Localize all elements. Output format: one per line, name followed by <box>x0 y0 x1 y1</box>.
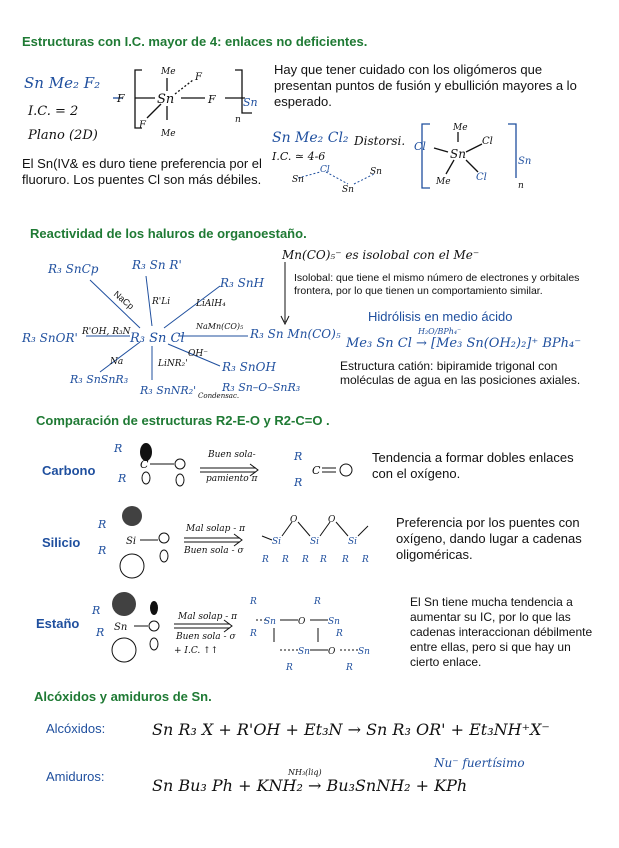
reagent-condensation: Condensac. <box>198 392 240 400</box>
svg-text:R: R <box>118 472 127 485</box>
product-alkoxide: R₃ SnOR' <box>22 331 78 345</box>
reagent-rli: R'Li <box>152 297 171 307</box>
svg-text:Si: Si <box>310 537 320 547</box>
reagent-linr2: LiNR₂' <box>158 359 188 369</box>
carbon-arrow-top: Buen sola- <box>208 450 256 460</box>
formula-snme2f2: Sn Me₂ F₂ <box>24 74 101 92</box>
reagent-lialh4: LiAlH₄ <box>196 299 226 309</box>
svg-text:Me: Me <box>161 67 176 77</box>
svg-text:Me: Me <box>161 129 176 139</box>
ic-value: I.C. = 2 <box>28 104 79 119</box>
down-arrow <box>280 262 290 328</box>
duro-text: El Sn(IV& es duro tiene preferencia por el fluoruro. Los puentes Cl son más débiles. <box>22 156 262 187</box>
svg-text:n: n <box>235 115 241 125</box>
svg-text:Me: Me <box>436 177 451 187</box>
svg-text:F: F <box>208 93 216 106</box>
silicon-text: Preferencia por los puentes con oxígeno, dando lugar a cadenas oligoméricas. <box>396 515 582 562</box>
svg-text:R: R <box>342 555 349 565</box>
cl-bridge-sketch <box>290 160 400 196</box>
svg-text:O: O <box>328 515 336 525</box>
svg-text:R: R <box>262 555 269 565</box>
reagent-na: Na <box>110 357 124 367</box>
svg-text:C: C <box>140 458 149 471</box>
svg-text:R: R <box>286 663 293 673</box>
svg-text:F: F <box>117 92 125 105</box>
tin-arrow-extra: + I.C. ↑↑ <box>174 646 219 656</box>
tin-arrow-bottom: Buen sola - σ <box>176 632 236 642</box>
hidrolisis-title: Hidrólisis en medio ácido <box>368 309 513 324</box>
svg-text:Cl: Cl <box>476 172 487 183</box>
svg-text:Sn: Sn <box>518 156 532 167</box>
svg-text:R: R <box>294 450 303 463</box>
tin-arrow-top: Mal solap - π <box>178 612 238 622</box>
carbon-orbital-diagram <box>108 438 408 494</box>
svg-text:Cl: Cl <box>414 140 426 153</box>
center-r3sncl: R₃ Sn Cl <box>130 331 185 346</box>
svg-text:R: R <box>98 518 107 531</box>
product-rprime: R₃ Sn R' <box>132 258 182 272</box>
svg-text:Sn: Sn <box>298 647 310 657</box>
polymer-snme2cl2-diagram <box>408 118 538 196</box>
section-title-structures: Estructuras con I.C. mayor de 4: enlaces no deficientes. <box>22 34 368 49</box>
svg-text:R: R <box>114 442 123 455</box>
section-title-alkoxides: Alcóxidos y amiduros de Sn. <box>34 689 212 704</box>
isolobal-note: Mn(CO)₅⁻ es isolobal con el Me⁻ <box>282 248 480 262</box>
svg-text:O: O <box>328 647 336 657</box>
reagent-namnco: NaMn(CO)₅ <box>196 322 244 331</box>
reagent-roh: R'OH, R₃N <box>82 327 131 337</box>
silicon-arrow-top: Mal solap - π <box>186 524 246 534</box>
svg-text:O: O <box>290 515 298 525</box>
svg-text:Cl: Cl <box>320 165 330 175</box>
product-distannoxane: R₃ Sn–O–SnR₃ <box>222 381 301 394</box>
svg-text:R: R <box>250 629 257 639</box>
tin-orbital-diagram <box>86 590 386 676</box>
svg-text:R: R <box>98 544 107 557</box>
svg-text:Sn: Sn <box>264 617 276 627</box>
svg-text:R: R <box>92 604 101 617</box>
section-title-reactivity: Reactividad de los haluros de organoestaño. <box>30 226 307 241</box>
alkoxide-equation: Sn R₃ X + R'OH + Et₃N → Sn R₃ OR' + Et₃NH⁺X⁻ <box>152 720 550 739</box>
svg-text:Sn: Sn <box>157 92 175 107</box>
svg-text:Si: Si <box>126 536 137 547</box>
product-hydride: R₃ SnH <box>220 276 265 290</box>
svg-text:Sn: Sn <box>292 175 304 185</box>
svg-text:Cl: Cl <box>482 136 493 147</box>
svg-text:R: R <box>346 663 353 673</box>
plano-label: Plano (2D) <box>28 128 98 143</box>
svg-text:R: R <box>294 476 303 489</box>
product-mnco: R₃ Sn Mn(CO)₅ <box>250 327 341 341</box>
silicon-arrow-bottom: Buen sola - σ <box>184 546 244 556</box>
svg-text:O: O <box>298 617 306 627</box>
svg-text:Sn: Sn <box>358 647 370 657</box>
ic-range: I.C. ≃ 4-6 <box>272 150 326 163</box>
amide-reagent: NH₃(liq) <box>288 768 322 777</box>
oligomer-warning-text: Hay que tener cuidado con los oligómeros que presentan puntos de fusión y ebullición mayores a lo esperado. <box>274 62 577 109</box>
svg-text:Sn: Sn <box>370 167 382 177</box>
label-estano: Estaño <box>36 616 80 631</box>
svg-text:R: R <box>250 597 257 607</box>
svg-text:R: R <box>302 555 309 565</box>
cation-structure-text: Estructura catión: bipiramide trigonal con moléculas de agua en las posiciones axiales. <box>340 359 581 387</box>
reagent-nacp: NaCp <box>111 288 136 312</box>
svg-text:Sn: Sn <box>328 617 340 627</box>
product-cp: R₃ SnCp <box>48 262 99 276</box>
label-alcoxidos: Alcóxidos: <box>46 721 106 736</box>
svg-text:Me: Me <box>453 123 468 133</box>
product-amide: R₃ SnNR₂' <box>140 384 197 397</box>
product-distannane: R₃ SnSnR₃ <box>70 373 129 386</box>
section-title-comparison: Comparación de estructuras R2-E-O y R2-C=O . <box>36 413 330 428</box>
polymer-snme2f2-diagram <box>95 58 265 146</box>
svg-text:R: R <box>362 555 369 565</box>
svg-text:Si: Si <box>272 537 282 547</box>
hidrolisis-reagent: H₂O/BPh₄⁻ <box>418 327 462 336</box>
svg-text:R: R <box>336 629 343 639</box>
product-hydroxide: R₃ SnOH <box>222 360 276 374</box>
svg-text:Sn: Sn <box>243 96 258 109</box>
svg-text:R: R <box>314 597 321 607</box>
hidrolisis-equation: Me₃ Sn Cl → [Me₃ Sn(OH₂)₂]⁺ BPh₄⁻ <box>346 336 582 351</box>
svg-text:C: C <box>312 464 321 477</box>
label-silicio: Silicio <box>42 535 81 550</box>
svg-text:Sn: Sn <box>450 147 466 161</box>
svg-text:Sn: Sn <box>114 622 128 633</box>
svg-text:n: n <box>518 181 524 191</box>
carbon-text: Tendencia a formar dobles enlaces con el oxígeno. <box>372 450 574 481</box>
nucleophile-note: Nu⁻ fuertísimo <box>434 756 525 770</box>
carbon-arrow-bottom: pamiento π <box>206 474 258 484</box>
tin-text: El Sn tiene mucha tendencia a aumentar su IC, por lo que las cadenas interaccionan débilmente entre ellas, pero si que hay un cierto enlace. <box>410 595 593 669</box>
reagent-oh: OH⁻ <box>188 349 208 359</box>
label-amiduros: Amiduros: <box>46 769 105 784</box>
svg-text:F: F <box>195 72 202 83</box>
svg-text:Si: Si <box>348 537 358 547</box>
isolobal-definition: Isolobal: que tiene el mismo número de electrones y orbitales frontera, por lo que tienen un comportamiento similar. <box>294 272 580 297</box>
svg-text:R: R <box>96 626 105 639</box>
formula-snme2cl2: Sn Me₂ Cl₂ <box>272 130 349 146</box>
svg-text:R: R <box>282 555 289 565</box>
distorsion-note: Distorsi. <box>354 134 406 148</box>
svg-text:Sn: Sn <box>342 185 354 195</box>
amide-equation: Sn Bu₃ Ph + KNH₂ → Bu₃SnNH₂ + KPh <box>152 776 468 795</box>
svg-text:F: F <box>139 120 146 131</box>
label-carbono: Carbono <box>42 463 96 478</box>
svg-text:R: R <box>320 555 327 565</box>
